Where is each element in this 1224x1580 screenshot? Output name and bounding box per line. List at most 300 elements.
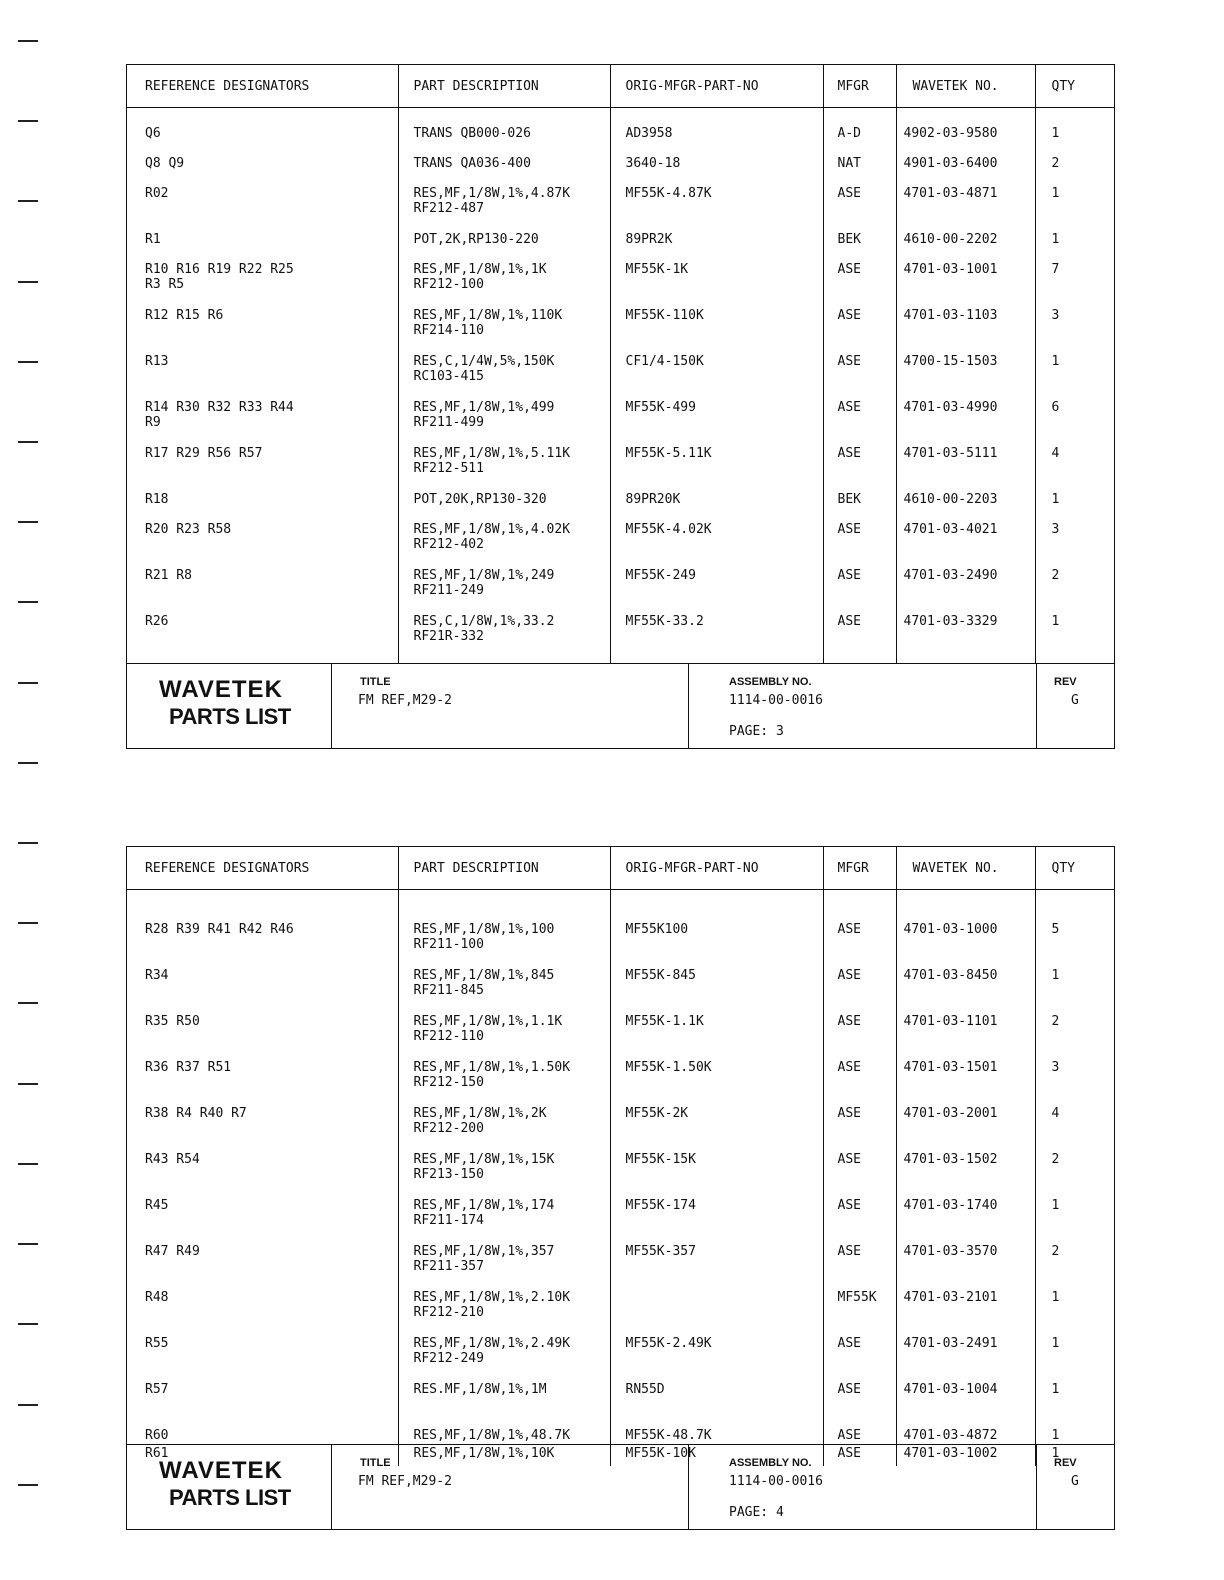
- cell-text: 1: [1051, 126, 1060, 141]
- header-mfgr: MFGR: [823, 847, 896, 890]
- cell-text: ASE: [837, 1152, 861, 1167]
- cell-text: RC103-415: [413, 369, 484, 384]
- cell-text: ASE: [837, 1106, 861, 1121]
- cell-text: 1: [1051, 354, 1060, 369]
- table-row-cell: [1052, 1336, 1115, 1382]
- cell-text: 4701-03-1740: [903, 1198, 998, 1213]
- binder-mark: [18, 1083, 38, 1085]
- cell-text: BEK: [837, 492, 861, 507]
- cell-text: 4701-03-4021: [903, 522, 998, 537]
- cell-text: RF212-200: [413, 1121, 484, 1136]
- title-block-title: [331, 664, 689, 748]
- table-row-cell: [1052, 522, 1115, 568]
- cell-text: RF212-210: [413, 1305, 484, 1320]
- binder-mark: [18, 762, 38, 764]
- cell-text: Q6: [145, 126, 161, 141]
- table-row-cell: [414, 262, 610, 308]
- cell-text: MF55K-48.7K: [625, 1428, 712, 1443]
- table-row-cell: [414, 186, 610, 232]
- cell-text: RF212-487: [413, 201, 484, 216]
- table-row-cell: [1052, 1014, 1115, 1060]
- cell-text: RF211-499: [413, 415, 484, 430]
- cell-text: 4701-03-5111: [903, 446, 998, 461]
- table-row-cell: [838, 308, 896, 354]
- cell-text: 3640-18: [625, 156, 681, 171]
- cell-text: R60: [145, 1428, 169, 1443]
- cell-text: 5: [1051, 922, 1060, 937]
- table-row-cell: [904, 1336, 1035, 1382]
- cell-text: ASE: [837, 400, 861, 415]
- table-row-cell: [626, 492, 823, 522]
- table-row-cell: [904, 922, 1035, 968]
- table-row-cell: [904, 354, 1035, 400]
- table-row-cell: [145, 1382, 398, 1428]
- table-row-cell: [145, 522, 398, 568]
- cell-text: RES,MF,1/8W,1%,1.50K: [413, 1060, 571, 1075]
- table-row-cell: [838, 232, 896, 262]
- table-row-cell: [838, 1152, 896, 1198]
- cell-text: ASE: [837, 1336, 861, 1351]
- table-row-cell: [414, 446, 610, 492]
- table-row-cell: [414, 1060, 610, 1106]
- binder-mark: [18, 521, 38, 523]
- table-row-cell: [904, 522, 1035, 568]
- table-row-cell: [414, 522, 610, 568]
- header-orig-mfgr-part-no: ORIG-MFGR-PART-NO: [610, 847, 823, 890]
- cell-text: RES,MF,1/8W,1%,110K: [413, 308, 563, 323]
- row-list: [145, 890, 398, 1466]
- table-row-cell: [626, 522, 823, 568]
- table-row-cell: [145, 400, 398, 446]
- cell-text: RF211-174: [413, 1213, 484, 1228]
- cell-text: RF21R-332: [413, 629, 484, 644]
- table-row-cell: [904, 446, 1035, 492]
- cell-text: R36 R37 R51: [145, 1060, 232, 1075]
- table-row-cell: [1052, 568, 1115, 614]
- header-orig-mfgr-part-no: ORIG-MFGR-PART-NO: [610, 65, 823, 108]
- table-row-cell: [1052, 922, 1115, 968]
- binder-mark: [18, 1484, 38, 1486]
- cell-text: MF55K-499: [625, 400, 696, 415]
- table-row-cell: [1052, 1060, 1115, 1106]
- row-list: [1052, 890, 1115, 1466]
- cell-text: 89PR20K: [625, 492, 681, 507]
- table-row-cell: [626, 1244, 823, 1290]
- cell-text: MF55K-15K: [625, 1152, 696, 1167]
- binder-mark: [18, 281, 38, 283]
- cell-text: 2: [1051, 1152, 1060, 1167]
- cell-text: 4902-03-9580: [903, 126, 998, 141]
- row-list: [626, 108, 823, 660]
- cell-text: 4701-03-2490: [903, 568, 998, 583]
- table-row-cell: [414, 1336, 610, 1382]
- table-row-cell: [414, 1106, 610, 1152]
- cell-text: R9: [145, 415, 161, 430]
- cell-text: ASE: [837, 1382, 861, 1397]
- table-row-cell: [838, 568, 896, 614]
- cell-text: MF55K-1K: [625, 262, 689, 277]
- cell-text: POT,2K,RP130-220: [413, 232, 539, 247]
- wavetek-logo: WAVETEK: [159, 676, 283, 703]
- binder-mark: [18, 361, 38, 363]
- cell-text: R17 R29 R56 R57: [145, 446, 263, 461]
- wavetek-logo: WAVETEK: [159, 1457, 283, 1484]
- table-row-cell: [904, 568, 1035, 614]
- cell-text: RES,MF,1/8W,1%,2K: [413, 1106, 547, 1121]
- cell-text: RF212-110: [413, 1029, 484, 1044]
- table-row-cell: [626, 1198, 823, 1244]
- table-row-cell: [904, 1244, 1035, 1290]
- title-label: TITLE: [360, 1457, 391, 1469]
- table-row-cell: [626, 1060, 823, 1106]
- cell-text: AD3958: [625, 126, 673, 141]
- table-row-cell: [145, 232, 398, 262]
- table-row-cell: [626, 1106, 823, 1152]
- cell-text: 4701-03-4990: [903, 400, 998, 415]
- cell-text: MF55K-110K: [625, 308, 704, 323]
- table-row-cell: [1052, 968, 1115, 1014]
- table-row-cell: [838, 354, 896, 400]
- table-row-cell: [145, 186, 398, 232]
- table-row-cell: [414, 156, 610, 186]
- cell-text: R35 R50: [145, 1014, 200, 1029]
- cell-text: MF55K-10K: [625, 1446, 696, 1461]
- parts-list-sheet-page-4: [126, 846, 1115, 1530]
- table-row-cell: [414, 1198, 610, 1244]
- table-row-cell: [145, 1290, 398, 1336]
- cell-text: ASE: [837, 446, 861, 461]
- table-row-cell: [626, 232, 823, 262]
- cell-text: 1: [1051, 968, 1060, 983]
- cell-text: 1: [1051, 492, 1060, 507]
- cell-text: MF55K-1.1K: [625, 1014, 704, 1029]
- cell-text: ASE: [837, 968, 861, 983]
- cell-text: ASE: [837, 568, 861, 583]
- cell-text: ASE: [837, 1060, 861, 1075]
- table-row-cell: [145, 922, 398, 968]
- table-row-cell: [626, 568, 823, 614]
- table-row-cell: [904, 1014, 1035, 1060]
- binder-mark: [18, 1323, 38, 1325]
- cell-text: 1: [1051, 186, 1060, 201]
- cell-text: R10 R16 R19 R22 R25: [145, 262, 294, 277]
- table-row-cell: [145, 1152, 398, 1198]
- cell-text: ASE: [837, 262, 861, 277]
- table-row-cell: [626, 1152, 823, 1198]
- cell-text: ASE: [837, 308, 861, 323]
- table-row-cell: [838, 922, 896, 968]
- table-row-cell: [1052, 232, 1115, 262]
- title-value: FM REF,M29-2: [358, 1474, 452, 1489]
- table-row-cell: [1052, 400, 1115, 446]
- cell-text: R34: [145, 968, 169, 983]
- title-block-rev: [1036, 1445, 1114, 1529]
- cell-text: 4701-03-1000: [903, 922, 998, 937]
- cell-text: ASE: [837, 1428, 861, 1443]
- table-row-cell: [414, 1014, 610, 1060]
- cell-text: RF212-511: [413, 461, 484, 476]
- cell-text: MF55K-5.11K: [625, 446, 712, 461]
- table-row-cell: [904, 186, 1035, 232]
- cell-text: RF211-249: [413, 583, 484, 598]
- cell-text: CF1/4-150K: [625, 354, 704, 369]
- cell-text: RF211-100: [413, 937, 484, 952]
- table-row-cell: [414, 126, 610, 156]
- cell-text: RF212-402: [413, 537, 484, 552]
- table-row-cell: [145, 446, 398, 492]
- table-row-cell: [904, 232, 1035, 262]
- table-row-cell: [838, 1198, 896, 1244]
- cell-text: RN55D: [625, 1382, 665, 1397]
- table-row-cell: [904, 1290, 1035, 1336]
- table-row-cell: [904, 1382, 1035, 1428]
- table-row-cell: [626, 400, 823, 446]
- column-reference-designators: [127, 108, 398, 665]
- cell-text: RF214-110: [413, 323, 484, 338]
- cell-text: RF213-150: [413, 1167, 484, 1182]
- cell-text: 1: [1051, 614, 1060, 629]
- table-row-cell: [904, 492, 1035, 522]
- cell-text: R12 R15 R6: [145, 308, 224, 323]
- cell-text: MF55K-33.2: [625, 614, 704, 629]
- table-row-cell: [1052, 308, 1115, 354]
- column-mfgr: [823, 890, 896, 1467]
- cell-text: RF211-845: [413, 983, 484, 998]
- cell-text: R55: [145, 1336, 169, 1351]
- parts-table: [127, 847, 1114, 1466]
- cell-text: R45: [145, 1198, 169, 1213]
- table-row-cell: [838, 446, 896, 492]
- binder-mark: [18, 1404, 38, 1406]
- row-list: [626, 890, 823, 1466]
- cell-text: RES,MF,1/8W,1%,48.7K: [413, 1428, 571, 1443]
- table-row-cell: [145, 1244, 398, 1290]
- assembly-number: 1114-00-0016: [729, 1474, 823, 1489]
- table-row-cell: [414, 568, 610, 614]
- table-row-cell: [1052, 186, 1115, 232]
- table-row-cell: [838, 1336, 896, 1382]
- cell-text: R61: [145, 1446, 169, 1461]
- cell-text: TRANS QA036-400: [413, 156, 531, 171]
- header-wavetek-no: WAVETEK NO.: [896, 847, 1035, 890]
- cell-text: RES,MF,1/8W,1%,499: [413, 400, 555, 415]
- cell-text: 1: [1051, 1428, 1060, 1443]
- cell-text: MF55K-2.49K: [625, 1336, 712, 1351]
- cell-text: R57: [145, 1382, 169, 1397]
- table-row-cell: [414, 922, 610, 968]
- table-header-row: [127, 847, 1114, 890]
- cell-text: 4701-03-3570: [903, 1244, 998, 1259]
- cell-text: 4701-03-2001: [903, 1106, 998, 1121]
- table-row-cell: [626, 354, 823, 400]
- cell-text: 4: [1051, 1106, 1060, 1121]
- cell-text: MF55K-249: [625, 568, 696, 583]
- cell-text: [626, 1290, 823, 1305]
- table-row-cell: [838, 1290, 896, 1336]
- table-row-cell: [626, 1336, 823, 1382]
- cell-text: 4701-03-2491: [903, 1336, 998, 1351]
- table-row-cell: [1052, 1106, 1115, 1152]
- table-row-cell: [145, 1014, 398, 1060]
- cell-text: R47 R49: [145, 1244, 200, 1259]
- table-row-cell: [1052, 446, 1115, 492]
- column-mfgr: [823, 108, 896, 665]
- cell-text: 7: [1051, 262, 1060, 277]
- table-row-cell: [904, 1198, 1035, 1244]
- assembly-label: ASSEMBLY NO.: [729, 1457, 812, 1469]
- cell-text: 89PR2K: [625, 232, 673, 247]
- cell-text: RES,MF,1/8W,1%,15K: [413, 1152, 555, 1167]
- table-row-cell: [414, 492, 610, 522]
- table-row-cell: [904, 262, 1035, 308]
- cell-text: R21 R8: [145, 568, 192, 583]
- header-mfgr: MFGR: [823, 65, 896, 108]
- cell-text: 4701-03-1004: [903, 1382, 998, 1397]
- cell-text: R18: [145, 492, 169, 507]
- rev-label: REV: [1054, 676, 1077, 688]
- column-wavetek-no: [896, 890, 1035, 1467]
- cell-text: ASE: [837, 186, 861, 201]
- cell-text: RF212-150: [413, 1075, 484, 1090]
- cell-text: MF55K-2K: [625, 1106, 689, 1121]
- cell-text: R43 R54: [145, 1152, 200, 1167]
- table-row-cell: [838, 156, 896, 186]
- cell-text: 4701-03-2101: [903, 1290, 998, 1305]
- binder-mark: [18, 601, 38, 603]
- table-row-cell: [145, 1198, 398, 1244]
- table-row-cell: [145, 492, 398, 522]
- table-row-cell: [1052, 1198, 1115, 1244]
- binder-mark: [18, 1243, 38, 1245]
- table-row-cell: [414, 1290, 610, 1336]
- cell-text: MF55K100: [625, 922, 689, 937]
- cell-text: TRANS QB000-026: [413, 126, 531, 141]
- table-row-cell: [838, 262, 896, 308]
- cell-text: 4: [1051, 446, 1060, 461]
- table-row-cell: [414, 354, 610, 400]
- title-block-rev: [1036, 664, 1114, 748]
- binder-mark: [18, 200, 38, 202]
- cell-text: RES,MF,1/8W,1%,357: [413, 1244, 555, 1259]
- cell-text: BEK: [837, 232, 861, 247]
- cell-text: 4701-03-1101: [903, 1014, 998, 1029]
- table-row-cell: [626, 614, 823, 660]
- cell-text: POT,20K,RP130-320: [413, 492, 547, 507]
- row-list: [904, 890, 1035, 1466]
- table-row-cell: [904, 156, 1035, 186]
- binder-mark: [18, 922, 38, 924]
- cell-text: 2: [1051, 568, 1060, 583]
- row-list: [1052, 108, 1115, 660]
- table-row-cell: [626, 262, 823, 308]
- title-block-assembly: [688, 1445, 1037, 1529]
- table-row-cell: [838, 1244, 896, 1290]
- cell-text: 4701-03-4871: [903, 186, 998, 201]
- cell-text: R48: [145, 1290, 169, 1305]
- table-row-cell: [904, 1060, 1035, 1106]
- column-qty: [1035, 890, 1114, 1467]
- cell-text: R3 R5: [145, 277, 185, 292]
- table-row-cell: [145, 156, 398, 186]
- cell-text: 4701-03-3329: [903, 614, 998, 629]
- row-list: [145, 108, 398, 660]
- cell-text: MF55K-357: [625, 1244, 696, 1259]
- table-row-cell: [145, 968, 398, 1014]
- binder-mark: [18, 842, 38, 844]
- binder-mark: [18, 1163, 38, 1165]
- column-part-description: [398, 108, 610, 665]
- cell-text: 4700-15-1503: [903, 354, 998, 369]
- cell-text: RES,MF,1/8W,1%,10K: [413, 1446, 555, 1461]
- cell-text: R02: [145, 186, 169, 201]
- cell-text: A-D: [837, 126, 861, 141]
- cell-text: RES,MF,1/8W,1%,1K: [413, 262, 547, 277]
- cell-text: RES,MF,1/8W,1%,2.10K: [413, 1290, 571, 1305]
- table-row-cell: [626, 186, 823, 232]
- table-row-cell: [626, 156, 823, 186]
- cell-text: RES,MF,1/8W,1%,249: [413, 568, 555, 583]
- table-row-cell: [838, 1060, 896, 1106]
- cell-text: 3: [1051, 308, 1060, 323]
- binder-mark: [18, 441, 38, 443]
- cell-text: 1: [1051, 1198, 1060, 1213]
- cell-text: 4901-03-6400: [903, 156, 998, 171]
- binder-mark: [18, 120, 38, 122]
- cell-text: 3: [1051, 1060, 1060, 1075]
- cell-text: RES,MF,1/8W,1%,4.02K: [413, 522, 571, 537]
- table-row-cell: [1052, 1152, 1115, 1198]
- table-row-cell: [904, 308, 1035, 354]
- table-row-cell: [145, 568, 398, 614]
- cell-text: R1: [145, 232, 161, 247]
- cell-text: MF55K-4.02K: [625, 522, 712, 537]
- table-row-cell: [145, 1336, 398, 1382]
- rev-value: G: [1071, 693, 1079, 708]
- rev-label: REV: [1054, 1457, 1077, 1469]
- binder-mark: [18, 40, 38, 42]
- cell-text: RES,MF,1/8W,1%,1.1K: [413, 1014, 563, 1029]
- cell-text: ASE: [837, 522, 861, 537]
- cell-text: MF55K-845: [625, 968, 696, 983]
- column-reference-designators: [127, 890, 398, 1467]
- table-row-cell: [838, 1106, 896, 1152]
- cell-text: Q8 Q9: [145, 156, 185, 171]
- cell-text: RF211-357: [413, 1259, 484, 1274]
- row-list: [838, 890, 896, 1466]
- header-qty: QTY: [1035, 847, 1114, 890]
- cell-text: RES,MF,1/8W,1%,845: [413, 968, 555, 983]
- cell-text: 4701-03-1001: [903, 262, 998, 277]
- cell-text: ASE: [837, 354, 861, 369]
- cell-text: R20 R23 R58: [145, 522, 232, 537]
- table-row-cell: [145, 308, 398, 354]
- header-wavetek-no: WAVETEK NO.: [896, 65, 1035, 108]
- column-wavetek-no: [896, 108, 1035, 665]
- table-row-cell: [838, 968, 896, 1014]
- table-row-cell: [145, 354, 398, 400]
- cell-text: 1: [1051, 1382, 1060, 1397]
- table-row-cell: [838, 1382, 896, 1428]
- logo-block: [127, 664, 332, 748]
- cell-text: 3: [1051, 522, 1060, 537]
- table-header-row: [127, 65, 1114, 108]
- table-row-cell: [1052, 156, 1115, 186]
- table-row-cell: [414, 1244, 610, 1290]
- table-row-cell: [904, 1106, 1035, 1152]
- title-block-title: [331, 1445, 689, 1529]
- cell-text: MF55K-4.87K: [625, 186, 712, 201]
- cell-text: RES,MF,1/8W,1%,4.87K: [413, 186, 571, 201]
